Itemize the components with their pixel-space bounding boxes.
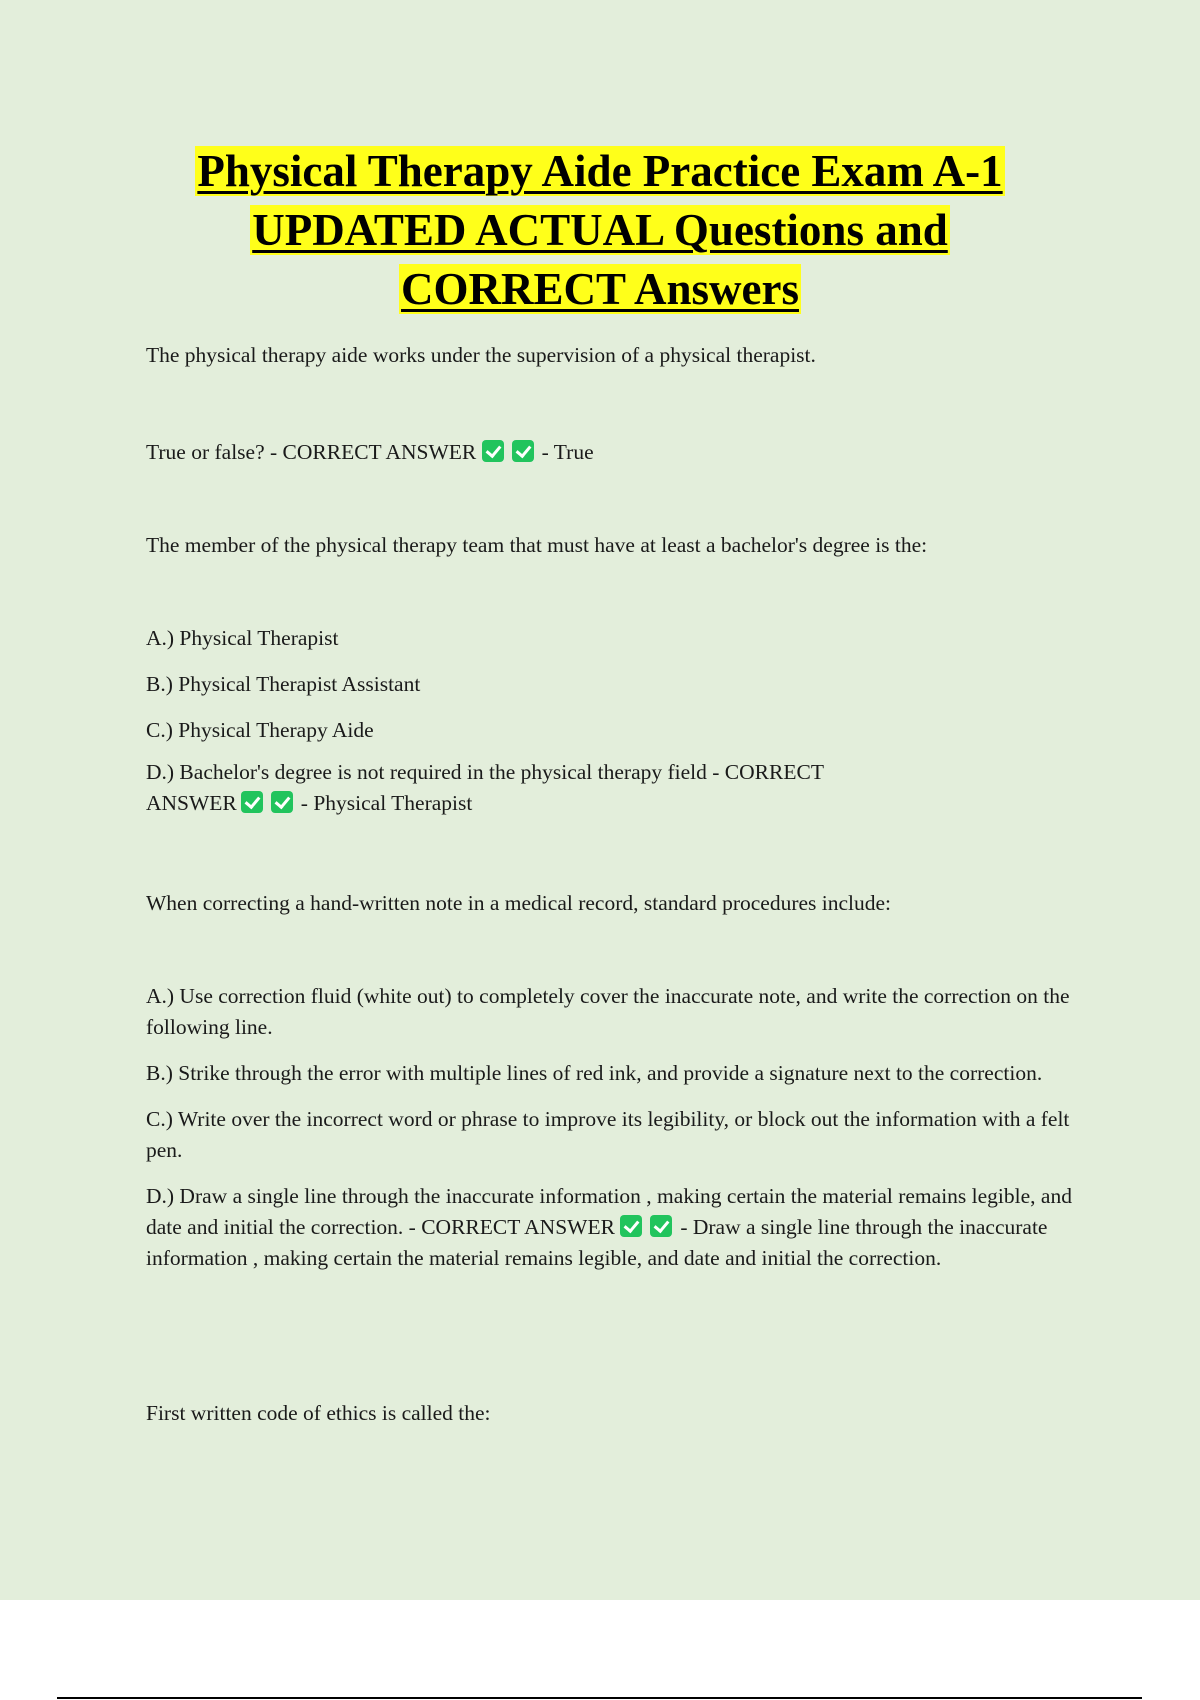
question-text: The physical therapy aide works under the supervision of a physical therapist. — [146, 343, 816, 367]
question-4-text — [146, 1398, 1091, 1429]
option-c: C.) Physical Therapy Aide — [146, 718, 374, 742]
question-text: The member of the physical therapy team that must have at least a bachelor's degree is the: — [146, 533, 928, 557]
answer-text: - True — [541, 440, 594, 464]
check-box-icon — [271, 791, 293, 813]
question-text: When correcting a hand-written note in a medical record, standard procedures include: — [146, 891, 892, 915]
answer-line — [146, 437, 1091, 468]
option-d-text: D.) Bachelor's degree is not required in the physical therapy field - CORRECT — [146, 760, 824, 784]
footer-rule — [57, 1697, 1142, 1699]
option-a: A.) Physical Therapist — [146, 626, 339, 650]
option-d — [146, 1181, 1091, 1274]
question-text: First written code of ethics is called the: — [146, 1401, 491, 1425]
option-b: B.) Strike through the error with multiple lines of red ink, and provide a signature next to the correction. — [146, 1061, 1043, 1085]
check-box-icon — [241, 791, 263, 813]
title-line-3: CORRECT Answers — [401, 264, 799, 314]
correct-answer-label: True or false? - CORRECT ANSWER — [146, 440, 477, 464]
option-a: A.) Use correction fluid (white out) to completely cover the inaccurate note, and write the correction on the following line. — [146, 984, 1070, 1039]
option-c: C.) Write over the incorrect word or phrase to improve its legibility, or block out the information with a felt pen. — [146, 1107, 1070, 1162]
answer-text: - Physical Therapist — [300, 791, 473, 815]
check-box-icon — [512, 440, 534, 462]
correct-answer-label: ANSWER — [146, 791, 237, 815]
title-line-1: Physical Therapy Aide Practice Exam A-1 — [197, 146, 1003, 196]
option-b: B.) Physical Therapist Assistant — [146, 672, 421, 696]
question-1-text — [146, 340, 1091, 371]
question-2-text — [146, 530, 1091, 561]
question-3-text — [146, 888, 1091, 919]
check-box-icon — [650, 1215, 672, 1237]
check-box-icon — [620, 1215, 642, 1237]
option-d — [146, 757, 1091, 819]
check-box-icon — [482, 440, 504, 462]
title-line-2: UPDATED ACTUAL Questions and — [252, 205, 948, 255]
answer-text: - Draw a single line through the inaccurate information , making certain the material remains legible, and date and initial the correction. — [146, 1215, 1048, 1270]
document-title — [100, 142, 1100, 319]
option-d-text: D.) Draw a single line through the inaccurate information , making certain the material remains legible, and date and initial the correction. - CORRECT ANSWER — [146, 1184, 1072, 1239]
question-1-answer — [146, 437, 1091, 468]
question-2-options — [146, 623, 1091, 819]
question-3-options — [146, 981, 1091, 1274]
